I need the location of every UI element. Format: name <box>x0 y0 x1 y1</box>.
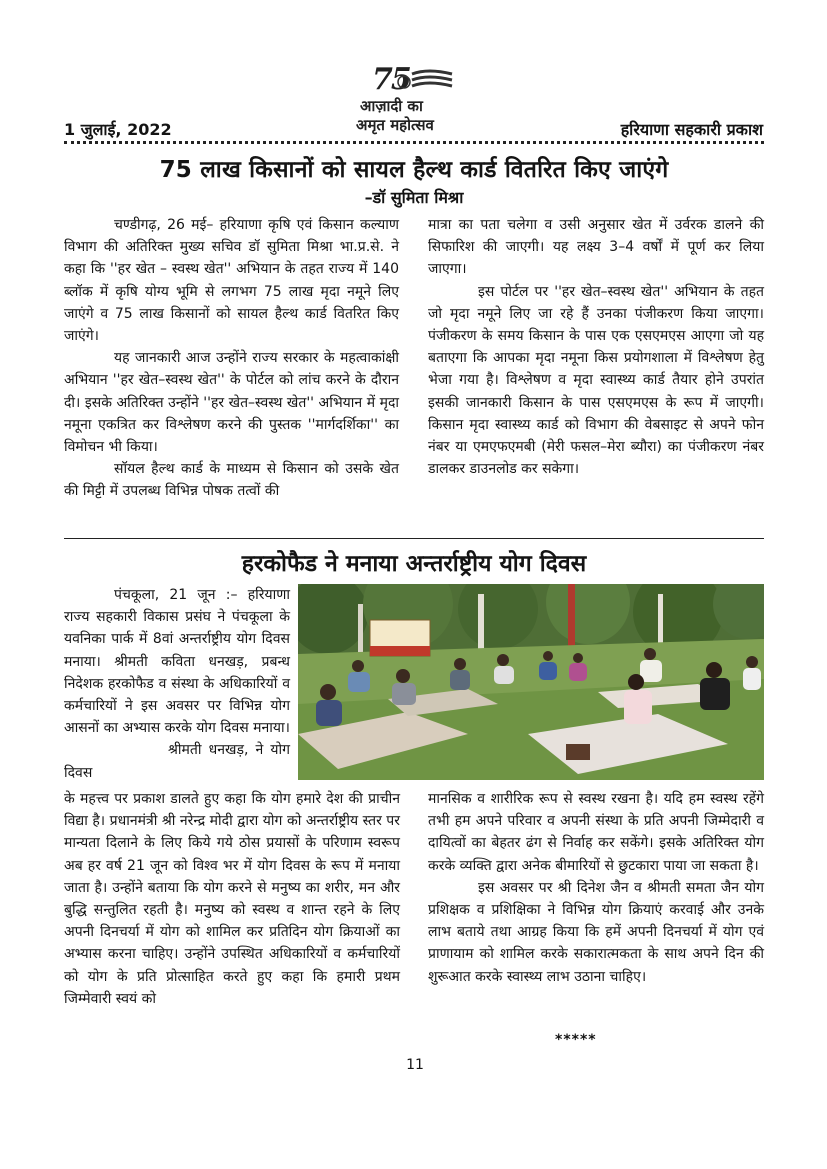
paragraph: सॉयल हैल्थ कार्ड के माध्यम से किसान को उसके खेत की मिट्टी में उपलब्ध विभिन्न पोषक तत्वों की <box>64 461 399 500</box>
article1-left-column <box>64 214 399 503</box>
article1-author: –डॉ सुमिता मिश्रा <box>364 188 464 207</box>
article1-right-column <box>428 214 764 480</box>
logo-text-line2: अमृत महोत्सव <box>356 116 434 134</box>
article2-intro-column <box>64 584 290 784</box>
paragraph: यह जानकारी आज उन्होंने राज्य सरकार के महत्वाकांक्षी अभियान ''हर खेत–स्वस्थ खेत'' के पोर्टल को लांच करने के दौरान दी। इसके अतिरिक्त उन्होंने ''हर खेत–स्वस्थ खेत'' अभियान में मृदा नमूना एकत्रित कर विश्लेषण करने की पुस्तक ''मार्गदर्शिका'' का विमोचन भी किया। <box>64 350 399 456</box>
paragraph: श्रीमती धनखड़, ने योग दिवस <box>64 742 290 781</box>
section-divider <box>64 538 764 539</box>
paragraph: चण्डीगढ़, 26 मई– हरियाणा कृषि एवं किसान कल्याण विभाग की अतिरिक्त मुख्य सचिव डॉ सुमिता मिश्रा भा.प्र.से. ने कहा कि ''हर खेत – स्वस्थ खेत'' अभियान के तहत राज्य में 140 ब्लॉक में कृषि योग्य भूमि से लगभग 75 लाख मृदा नमूने लिए जाएंगे व 75 लाख किसानों को सायल हैल्थ कार्ड वितरित किए जाएंगे। <box>64 217 399 345</box>
paragraph: पंचकूला, 21 जून :– हरियाणा राज्य सहकारी विकास प्रसंघ ने पंचकूला के यवनिका पार्क में 8वां अन्तर्राष्ट्रीय योग दिवस मनाया। श्रीमती कविता धनखड़, प्रबन्ध निदेशक हरकोफैड व संस्था के अधिकारियों व कर्मचारियों ने इस अवसर पर विभिन्न योग आसनों का अभ्यास करके योग दिवस मनाया। <box>64 587 290 737</box>
paragraph: मात्रा का पता चलेगा व उसी अनुसार खेत में उर्वरक डालने की सिफारिश की जाएगी। यह लक्ष्य 3–4 वर्षों में पूर्ण कर लिया जाएगा। <box>428 217 764 278</box>
yoga-scene-illustration <box>298 584 764 780</box>
publication-name: हरियाणा सहकारी प्रकाश <box>620 120 763 139</box>
article-end-mark: ***** <box>555 1032 597 1048</box>
article2-left-column <box>64 788 400 1010</box>
paragraph: इस अवसर पर श्री दिनेश जैन व श्रीमती समता जैन योग प्रशिक्षक व प्रशिक्षिका ने विभिन्न योग क्रियाएं करवाई और उनके लाभ बताये तथा आग्रह किया कि हमें अपनी दिनचर्या में योग एवं प्राणायाम को शामिल करके सकारात्मकता के साथ अपने दिन की शुरूआत करके स्वास्थ्य लाभ उठाना चाहिए। <box>428 879 764 985</box>
flag-icon <box>396 68 456 96</box>
paragraph: मानसिक व शारीरिक रूप से स्वस्थ रखना है। यदि हम स्वस्थ रहेंगे तभी हम अपने परिवार व अपनी संस्था के प्रति अपनी जिम्मेदारी व दायित्वों का बेहतर ढंग से निर्वाह कर सकेंगे। इसके अतिरिक्त योग करके व्यक्ति द्वारा अनेक बीमारियों से छुटकारा पाया जा सकता है। <box>428 791 764 874</box>
article2-headline: हरकोफैड ने मनाया अन्तर्राष्ट्रीय योग दिवस <box>241 551 587 577</box>
logo-text-line1: आज़ादी का <box>360 97 423 115</box>
page-number: 11 <box>406 1057 424 1073</box>
logo-number: 75 <box>372 62 410 97</box>
issue-date: 1 जुलाई, 2022 <box>64 120 172 139</box>
header-dotted-divider <box>64 141 764 144</box>
article2-right-column <box>428 788 764 988</box>
paragraph: के महत्त्व पर प्रकाश डालते हुए कहा कि योग हमारे देश की प्राचीन विद्या है। प्रधानमंत्री श्री नरेन्द्र मोदी द्वारा योग को अन्तर्राष्ट्रीय स्तर पर मान्यता दिलाने के लिए किये गये ठोस प्रयासों के परिणाम स्वरूप अब हर वर्ष 21 जून को विश्व भर में योग दिवस के रूप में मनाया जाता है। उन्होंने बताया कि योग करने से मनुष्य का शरीर, मन और बुद्धि सन्तुलित रहती है। मनुष्य को स्वस्थ व शान्त रहने के लिए अपनी दिनचर्या में योग को शामिल कर प्रतिदिन योग क्रियाओं का अभ्यास करना चाहिए। उन्होंने उपस्थित अधिकारियों व कर्मचारियों को योग के प्रति प्रोत्साहित करते हुए कहा कि हमारी प्रथम जिम्मेवारी स्वयं को <box>64 791 400 1007</box>
yoga-day-photo <box>298 584 764 780</box>
azadi-ka-amrit-mahotsav-logo <box>356 62 468 136</box>
paragraph: इस पोर्टल पर ''हर खेत–स्वस्थ खेत'' अभियान के तहत जो मृदा नमूने लिए जा रहे हैं उनका पंजीकरण किया जाएगा। पंजीकरण के समय किसान के पास एक एसएमएस आएगा जो यह बताएगा कि आपका मृदा नमूना किस प्रयोगशाला में विश्लेषण हेतु भेजा गया है। विश्लेषण व मृदा स्वास्थ्य कार्ड तैयार होने उपरांत इसकी जानकारी किसान के पास एसएमएस के रूप में जाएगी। किसान मृदा स्वास्थ्य कार्ड को विभाग की वेबसाइट से अपने फोन नंबर या एमएफएमबी (मेरी फसल–मेरा ब्यौरा) का पंजीकरण नंबर डालकर डाउनलोड कर सकेगा। <box>428 283 764 478</box>
article1-headline: 75 लाख किसानों को सायल हैल्थ कार्ड वितरित किए जाएंगे <box>159 157 669 183</box>
